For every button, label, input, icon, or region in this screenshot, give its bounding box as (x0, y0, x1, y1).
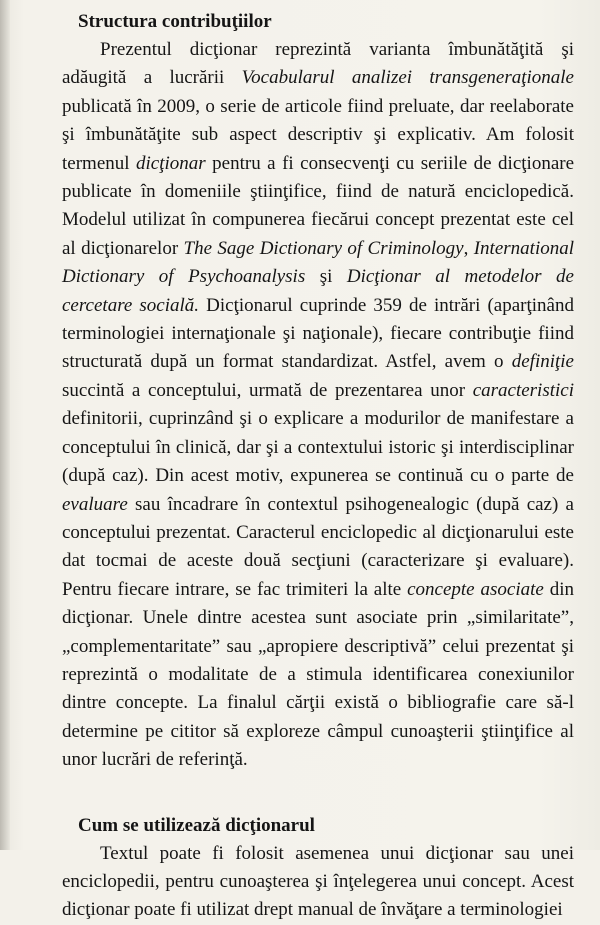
text-run: Dicţionarul cuprinde 359 de intrări (aparţinând terminologiei internaţionale şi naţionale), fiecare contribuţie fiind structurată după un format standardizat. Astfel, avem o (62, 294, 574, 373)
italic-run: International Dictionary of Psychoanalysis (62, 237, 575, 288)
italic-run: concepte asociate (407, 578, 544, 600)
text-run: succintă a conceptului, urmată de prezentarea unor (62, 379, 473, 401)
italic-run: Dicţionar al metodelor de cercetare socială. (62, 266, 574, 316)
text-run: publicată în 2009, o serie de articole fiind preluate, dar reelaborate şi îmbunătăţite sub aspect descriptiv şi explicativ. Am folosit termenul (62, 95, 574, 174)
italic-run: Vocabularul analizei transgeneraţionale (241, 67, 574, 89)
text-run: pentru a fi consecvenţi cu seriile de dicţionare publicate în domeniile ştiinţifice, fiind de natură enciclopedică. Modelul utilizat în compunerea fiecărui concept prezentat este cel al dicţionarelor (62, 152, 575, 259)
section-heading-usage: Cum se utilizează dicţionarul (78, 814, 315, 836)
italic-run: caracteristici (472, 379, 574, 401)
usage-paragraph (62, 840, 574, 925)
text-run: din dicţionar. Unele dintre acestea sunt asociate prin „similaritate”, „complementaritate” sau „apropiere descriptivă” celui prezentat şi reprezintă o modalitate de a stimula identificarea conexiunilor dintre concepte. La finalul cărţii există o bibliografie care să-l determine pe cititor să exploreze câmpul cunoaşterii ştiinţifice al unor lucrări de referinţă. (62, 578, 574, 771)
italic-run: The Sage Dictionary of Criminology (183, 237, 464, 259)
text-run: Textul poate fi folosit asemenea unui dicţionar sau unei enciclopedii, pentru cunoaşterea şi înţelegerea unui concept. Acest dicţionar poate fi utilizat drept manual de învăţare a terminologiei (62, 842, 574, 921)
section-gap (62, 775, 574, 812)
text-run: Prezentul dicţionar reprezintă varianta îmbunătăţită şi adăugită a lucrării (62, 39, 574, 89)
italic-run: definiţie (511, 351, 574, 373)
section-heading-structure: Structura contribuţiilor (78, 11, 272, 32)
italic-run: evaluare (62, 493, 128, 515)
text-run: şi (305, 266, 347, 288)
text-run: sau încadrare în contextul psihogenealogic (după caz) a conceptului prezentat. Caracterul enciclopedic al dicţionarului este dat tocmai de aceste două secţiuni (caracterizare şi evaluare). Pentru fiecare intrare, se fac trimiteri la alte (62, 493, 574, 600)
italic-run: dicţionar (136, 152, 206, 174)
structure-paragraph (62, 36, 574, 775)
page-binding-edge (0, 0, 10, 850)
text-run: , (463, 237, 474, 259)
text-run: definitorii, cuprinzând şi o explicare a modurilor de manifestare a conceptului în clinică, dar şi a contextului istoric şi interdisciplinar (după caz). Din acest motiv, expunerea se continuă cu o parte de (62, 408, 574, 487)
